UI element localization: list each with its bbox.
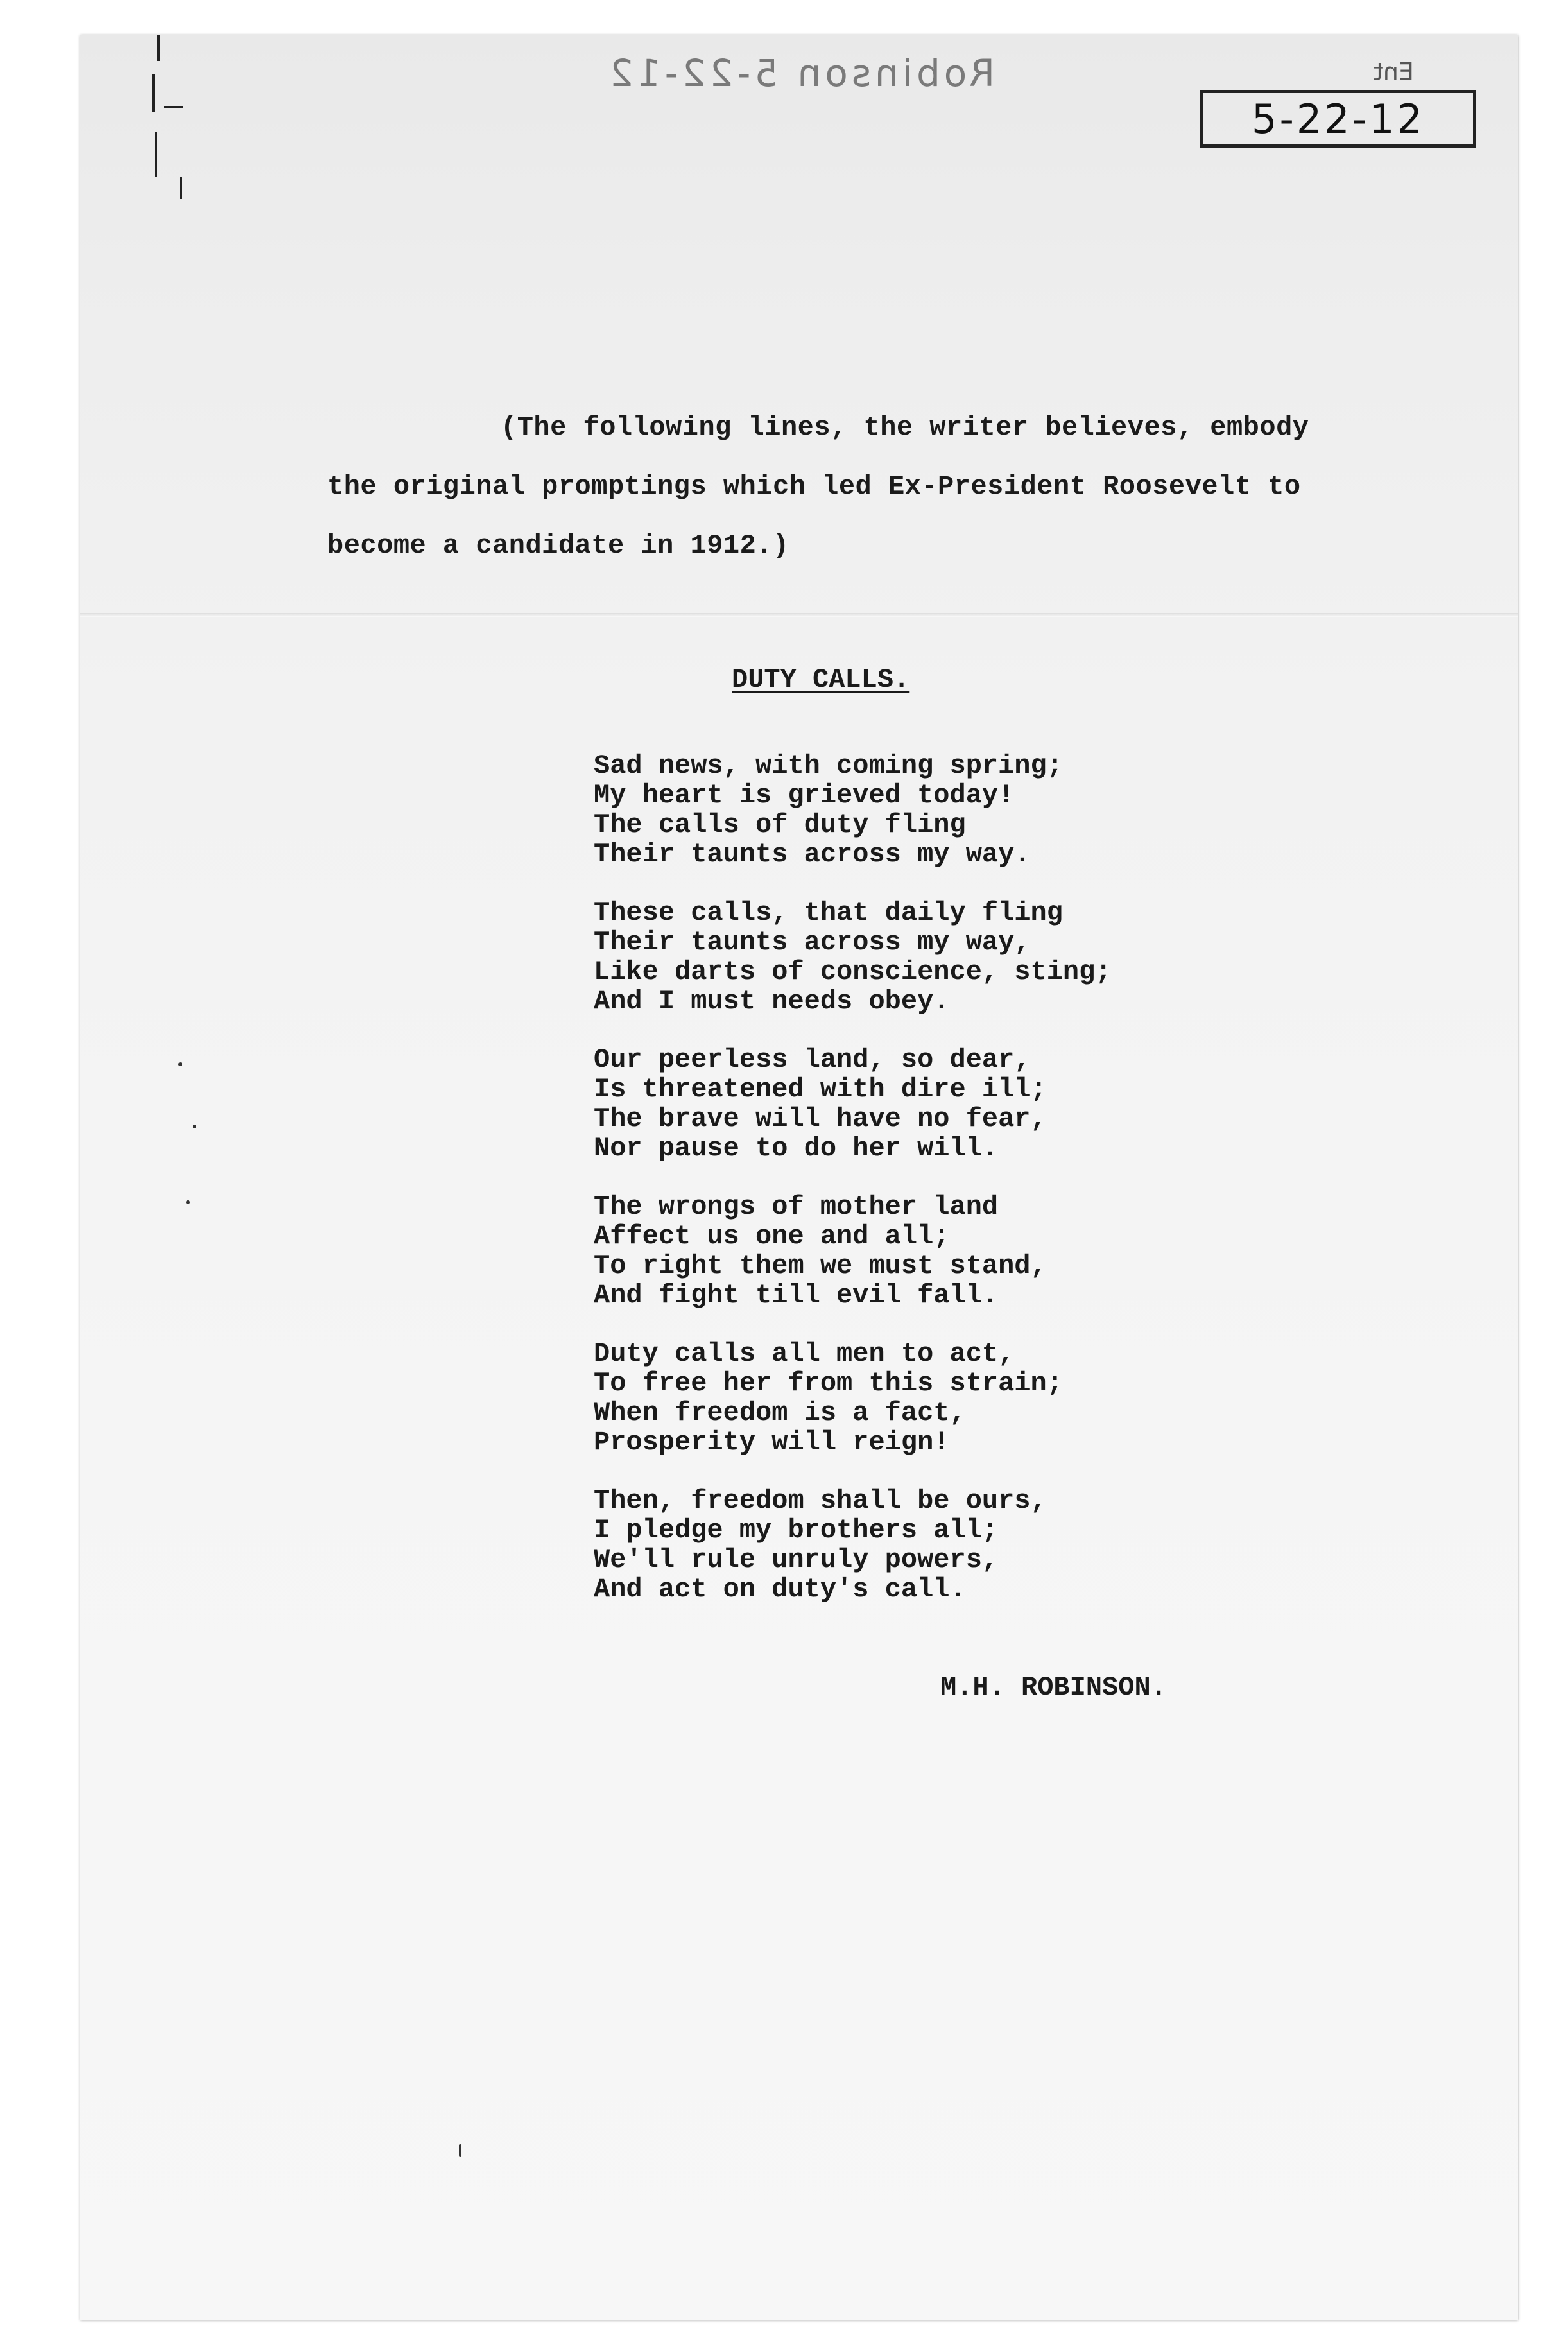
edge-mark-5	[180, 177, 182, 199]
stanza	[594, 1486, 1236, 1604]
poem-line: Is threatened with dire ill;	[594, 1074, 1047, 1105]
poem-line: The brave will have no fear,	[594, 1103, 1047, 1134]
poem-line: My heart is grieved today!	[594, 780, 1015, 811]
scan-speck	[459, 2144, 461, 2157]
edge-mark-3	[164, 106, 183, 108]
bracketed-date	[1200, 90, 1476, 148]
scan-speck	[186, 1200, 190, 1204]
edge-mark-4	[155, 132, 157, 177]
poem-line: We'll rule unruly powers,	[594, 1544, 999, 1575]
poem-line: And I must needs obey.	[594, 986, 950, 1017]
edge-mark-2	[152, 74, 155, 112]
poem-line: Our peerless land, so dear,	[594, 1044, 1031, 1075]
handwritten-annotations	[605, 45, 1515, 154]
poem-line: When freedom is a fact,	[594, 1397, 966, 1428]
scan-speck	[193, 1125, 196, 1128]
poem-line: To right them we must stand,	[594, 1250, 1047, 1281]
stanza	[594, 898, 1236, 1016]
poem-line: The calls of duty fling	[594, 809, 966, 840]
preface-paragraph	[327, 398, 1361, 575]
mirrored-bleed-text: Robinson 5-22-12	[605, 51, 995, 95]
scan-speck	[178, 1062, 182, 1066]
date-text: 5-22-12	[1252, 95, 1425, 143]
fold-crease	[80, 613, 1518, 617]
stanza	[594, 1045, 1236, 1163]
stanza	[594, 751, 1236, 869]
stanza	[594, 1339, 1236, 1457]
poem-line: Nor pause to do her will.	[594, 1133, 999, 1164]
poem-body	[594, 751, 1236, 1633]
corner-mark: Ent	[1374, 58, 1414, 86]
poem-line: And fight till evil fall.	[594, 1280, 999, 1311]
preface-line: become a candidate in 1912.)	[327, 530, 789, 561]
poem-title: DUTY CALLS.	[732, 664, 910, 695]
poem-line: Then, freedom shall be ours,	[594, 1485, 1047, 1516]
poem-line: Sad news, with coming spring;	[594, 750, 1063, 781]
poem-line: I pledge my brothers all;	[594, 1515, 999, 1546]
preface-line: the original promptings which led Ex-President Roosevelt to	[327, 471, 1301, 502]
poem-line: Like darts of conscience, sting;	[594, 956, 1112, 987]
poem-line: And act on duty's call.	[594, 1574, 966, 1605]
poem-line: Affect us one and all;	[594, 1221, 950, 1252]
poem-line: These calls, that daily fling	[594, 897, 1063, 928]
poem-line: The wrongs of mother land	[594, 1191, 999, 1222]
poem-line: Prosperity will reign!	[594, 1427, 950, 1458]
poem-line: To free her from this strain;	[594, 1368, 1063, 1399]
poem-line: Duty calls all men to act,	[594, 1338, 1015, 1369]
poem-line: Their taunts across my way.	[594, 839, 1031, 870]
author-signature: M.H. ROBINSON.	[940, 1672, 1167, 1703]
edge-mark-1	[157, 35, 160, 61]
preface-line: (The following lines, the writer believes, embody	[501, 412, 1309, 443]
stanza	[594, 1192, 1236, 1310]
poem-line: Their taunts across my way,	[594, 927, 1031, 958]
